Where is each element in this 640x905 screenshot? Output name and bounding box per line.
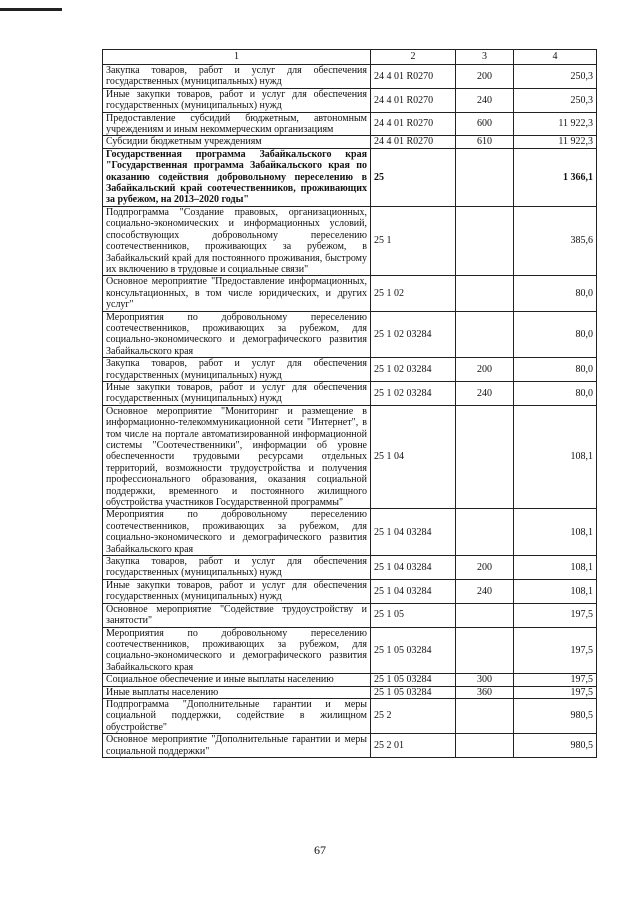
row-amount: 197,5: [514, 674, 597, 686]
row-name: Основное мероприятие "Содействие трудоустройству и занятости": [103, 603, 371, 627]
row-name: Основное мероприятие "Дополнительные гарантии и меры социальной поддержки": [103, 734, 371, 758]
table-row: [103, 136, 597, 148]
table-row: [103, 674, 597, 686]
row-amount: 980,5: [514, 698, 597, 733]
header-row: [103, 50, 597, 65]
row-expense-type: [456, 734, 514, 758]
table-row: [103, 148, 597, 206]
row-name: Предоставление субсидий бюджетным, автономным учреждениям и иным некоммерческим организациям: [103, 112, 371, 136]
top-rule: [0, 8, 62, 11]
table-row: [103, 734, 597, 758]
row-expense-type: 200: [456, 556, 514, 580]
row-expense-type: 360: [456, 686, 514, 698]
row-code: 25 2: [371, 698, 456, 733]
row-name: Закупка товаров, работ и услуг для обеспечения государственных (муниципальных) нужд: [103, 65, 371, 89]
table-row: [103, 88, 597, 112]
row-expense-type: [456, 206, 514, 275]
row-name: Основное мероприятие "Мониторинг и размещение в информационно-телекоммуникационной сети "Интернет", в том числе на портале автоматизированной информационной системы "Соотечественники", информации об уровне обеспеченности трудовыми ресурсами отдельных территорий, возможности трудоустройства и получения профессионального образования, оказания социальной поддержки, временного и постоянного жилищного обустройства участников Государственной программы": [103, 405, 371, 509]
row-amount: 197,5: [514, 603, 597, 627]
row-expense-type: 240: [456, 88, 514, 112]
row-name: Закупка товаров, работ и услуг для обеспечения государственных (муниципальных) нужд: [103, 556, 371, 580]
row-code: 25 1 02 03284: [371, 358, 456, 382]
table-row: [103, 627, 597, 674]
row-name: Подпрограмма "Создание правовых, организационных, социально-экономических и информационных условий, способствующих добровольному переселению соотечественников, проживающих за рубежом, в Забайкальский край для постоянного проживания, быстрому их включению в трудовые и социальные связи": [103, 206, 371, 275]
table-row: [103, 556, 597, 580]
row-code: 25 2 01: [371, 734, 456, 758]
row-name: Закупка товаров, работ и услуг для обеспечения государственных (муниципальных) нужд: [103, 358, 371, 382]
row-name: Основное мероприятие "Предоставление информационных, консультационных, в том числе юридических, и других услуг": [103, 276, 371, 311]
row-name: Иные закупки товаров, работ и услуг для обеспечения государственных (муниципальных) нужд: [103, 579, 371, 603]
row-amount: 385,6: [514, 206, 597, 275]
table-row: [103, 65, 597, 89]
row-code: 24 4 01 R0270: [371, 88, 456, 112]
row-expense-type: [456, 311, 514, 358]
row-name: Социальное обеспечение и иные выплаты населению: [103, 674, 371, 686]
page-number: 67: [314, 843, 326, 857]
row-code: 25 1 04 03284: [371, 509, 456, 556]
row-code: 25 1 02 03284: [371, 381, 456, 405]
table-row: [103, 112, 597, 136]
row-amount: 108,1: [514, 579, 597, 603]
row-amount: 980,5: [514, 734, 597, 758]
row-amount: 80,0: [514, 311, 597, 358]
row-name: Иные выплаты населению: [103, 686, 371, 698]
row-code: 25 1 02: [371, 276, 456, 311]
table-row: [103, 603, 597, 627]
row-amount: 108,1: [514, 405, 597, 509]
table-row: [103, 206, 597, 275]
row-amount: 80,0: [514, 358, 597, 382]
row-code: 24 4 01 R0270: [371, 112, 456, 136]
row-amount: 11 922,3: [514, 136, 597, 148]
budget-table: [102, 49, 597, 758]
row-name: Иные закупки товаров, работ и услуг для обеспечения государственных (муниципальных) нужд: [103, 381, 371, 405]
row-amount: 11 922,3: [514, 112, 597, 136]
row-expense-type: 240: [456, 579, 514, 603]
header-col-1: 1: [103, 50, 371, 65]
row-name: Мероприятия по добровольному переселению соотечественников, проживающих за рубежом, для социально-экономического и демографического развития Забайкальского края: [103, 509, 371, 556]
row-code: 24 4 01 R0270: [371, 65, 456, 89]
row-amount: 108,1: [514, 556, 597, 580]
row-code: 25 1 04 03284: [371, 556, 456, 580]
row-amount: 80,0: [514, 381, 597, 405]
table-row: [103, 276, 597, 311]
table-row: [103, 698, 597, 733]
table-row: [103, 579, 597, 603]
table-body: [103, 65, 597, 758]
row-expense-type: [456, 627, 514, 674]
row-expense-type: [456, 276, 514, 311]
table-row: [103, 358, 597, 382]
row-expense-type: 200: [456, 65, 514, 89]
row-name: Иные закупки товаров, работ и услуг для обеспечения государственных (муниципальных) нужд: [103, 88, 371, 112]
row-code: 24 4 01 R0270: [371, 136, 456, 148]
row-expense-type: 600: [456, 112, 514, 136]
row-amount: 250,3: [514, 65, 597, 89]
header-col-3: 3: [456, 50, 514, 65]
row-name: Государственная программа Забайкальского края "Государственная программа Забайкальского края по оказанию содействия добровольному переселению в Забайкальский край соотечественников, проживающих за рубежом, на 2013–2020 годы": [103, 148, 371, 206]
row-name: Подпрограмма "Дополнительные гарантии и меры социальной поддержки, содействие в жилищном обустройстве": [103, 698, 371, 733]
row-amount: 108,1: [514, 509, 597, 556]
table-row: [103, 381, 597, 405]
row-expense-type: 200: [456, 358, 514, 382]
row-code: 25: [371, 148, 456, 206]
row-expense-type: 300: [456, 674, 514, 686]
row-name: Субсидии бюджетным учреждениям: [103, 136, 371, 148]
row-code: 25 1 05 03284: [371, 674, 456, 686]
table-row: [103, 686, 597, 698]
row-expense-type: 240: [456, 381, 514, 405]
row-amount: 250,3: [514, 88, 597, 112]
row-code: 25 1 04 03284: [371, 579, 456, 603]
row-amount: 197,5: [514, 627, 597, 674]
table-row: [103, 405, 597, 509]
row-code: 25 1 02 03284: [371, 311, 456, 358]
table-row: [103, 509, 597, 556]
row-expense-type: [456, 148, 514, 206]
row-code: 25 1 04: [371, 405, 456, 509]
row-name: Мероприятия по добровольному переселению соотечественников, проживающих за рубежом, для социально-экономического и демографического развития Забайкальского края: [103, 311, 371, 358]
header-col-2: 2: [371, 50, 456, 65]
row-code: 25 1 05: [371, 603, 456, 627]
row-amount: 197,5: [514, 686, 597, 698]
row-expense-type: [456, 509, 514, 556]
row-expense-type: [456, 603, 514, 627]
row-amount: 1 366,1: [514, 148, 597, 206]
row-name: Мероприятия по добровольному переселению соотечественников, проживающих за рубежом, для социально-экономического и демографического развития Забайкальского края: [103, 627, 371, 674]
table-row: [103, 311, 597, 358]
row-code: 25 1 05 03284: [371, 686, 456, 698]
row-code: 25 1: [371, 206, 456, 275]
row-expense-type: [456, 698, 514, 733]
header-col-4: 4: [514, 50, 597, 65]
row-expense-type: [456, 405, 514, 509]
row-amount: 80,0: [514, 276, 597, 311]
row-expense-type: 610: [456, 136, 514, 148]
row-code: 25 1 05 03284: [371, 627, 456, 674]
